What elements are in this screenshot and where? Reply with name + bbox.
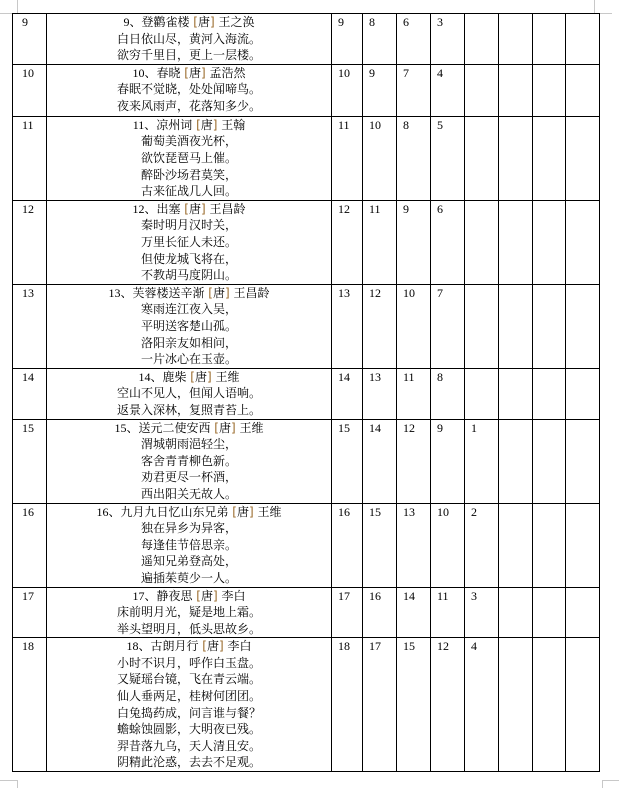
table-row bbox=[13, 116, 600, 200]
poem-dynasty: 唐 bbox=[218, 420, 231, 435]
review-cell-7[interactable] bbox=[533, 116, 566, 200]
poem-line: 遥知兄弟登高处， bbox=[140, 554, 237, 569]
poem-lines bbox=[47, 81, 331, 114]
poem-line: 小时不识月，呼作白玉盘。 bbox=[116, 655, 261, 670]
poem-title: 16、九月九日忆山东兄弟 [唐] 王维 bbox=[96, 504, 282, 519]
poem-title: 11、凉州词 [唐] 王翰 bbox=[132, 117, 246, 132]
row-number: 16 bbox=[22, 504, 34, 519]
poem-line: 客舍青青柳色新。 bbox=[140, 453, 237, 468]
bracket-close: ] bbox=[231, 420, 236, 435]
review-cell-1[interactable]: 11 bbox=[332, 116, 363, 200]
poem-line: 欲穷千里目，更上一层楼。 bbox=[116, 48, 261, 63]
row-number: 12 bbox=[22, 201, 34, 216]
table-row bbox=[13, 503, 600, 587]
bracket-open: [ bbox=[196, 117, 201, 132]
review-cell-2[interactable]: 11 bbox=[363, 200, 397, 284]
review-cell-3[interactable]: 13 bbox=[397, 503, 431, 587]
bracket-open: [ bbox=[184, 65, 189, 80]
poem-line: 床前明月光，疑是地上霜。 bbox=[116, 605, 261, 620]
bracket-close: ] bbox=[249, 504, 254, 519]
poem-cell[interactable] bbox=[47, 419, 332, 503]
poem-cell[interactable] bbox=[47, 368, 332, 419]
review-cell-3[interactable]: 11 bbox=[397, 368, 431, 419]
poem-cell[interactable] bbox=[47, 116, 332, 200]
table-row bbox=[13, 419, 600, 503]
poem-line: 不教胡马度阴山。 bbox=[140, 268, 237, 283]
row-number-cell[interactable] bbox=[13, 284, 47, 368]
poem-line: 返景入深林，复照青苔上。 bbox=[116, 402, 261, 417]
poem-lines bbox=[47, 217, 331, 283]
review-cell-7[interactable] bbox=[533, 14, 566, 65]
review-cell-1[interactable]: 12 bbox=[332, 200, 363, 284]
review-cell-2[interactable]: 15 bbox=[363, 503, 397, 587]
poem-line: 一片冰心在玉壶。 bbox=[140, 352, 237, 367]
row-number-cell[interactable] bbox=[13, 368, 47, 419]
bracket-open: [ bbox=[196, 588, 201, 603]
margin-corner-bottom-right-h bbox=[602, 780, 619, 781]
poem-line: 寒雨连江夜入吴， bbox=[140, 302, 237, 317]
bracket-close: ] bbox=[207, 369, 212, 384]
bracket-close: ] bbox=[201, 201, 206, 216]
review-cell-1[interactable]: 15 bbox=[332, 419, 363, 503]
review-cell-6[interactable] bbox=[499, 503, 533, 587]
poem-line: 遍插茱萸少一人。 bbox=[140, 570, 237, 585]
review-cell-8[interactable] bbox=[566, 419, 600, 503]
row-number: 18 bbox=[22, 639, 34, 654]
review-cell-5[interactable] bbox=[465, 64, 499, 116]
review-cell-5[interactable]: 2 bbox=[465, 503, 499, 587]
poem-line: 蟾蜍蚀圆影，大明夜已残。 bbox=[116, 722, 261, 737]
review-cell-2[interactable]: 10 bbox=[363, 116, 397, 200]
poem-line: 每逢佳节倍思亲。 bbox=[140, 537, 237, 552]
poem-line: 劝君更尽一杯酒， bbox=[140, 470, 237, 485]
bracket-open: [ bbox=[184, 201, 189, 216]
review-cell-2[interactable]: 9 bbox=[363, 64, 397, 116]
review-cell-7[interactable] bbox=[533, 638, 566, 772]
review-cell-5[interactable]: 1 bbox=[465, 419, 499, 503]
poem-author: 王昌龄 bbox=[209, 201, 246, 216]
poem-cell[interactable] bbox=[47, 64, 332, 116]
poem-author: 孟浩然 bbox=[209, 65, 246, 80]
row-number: 9 bbox=[22, 15, 28, 29]
review-cell-6[interactable] bbox=[499, 638, 533, 772]
poem-author: 王维 bbox=[257, 504, 282, 519]
bracket-open: [ bbox=[202, 639, 207, 654]
poem-line: 夜来风雨声，花落知多少。 bbox=[116, 98, 261, 113]
review-cell-6[interactable] bbox=[499, 14, 533, 65]
row-number-cell[interactable] bbox=[13, 419, 47, 503]
review-cell-3[interactable]: 7 bbox=[397, 64, 431, 116]
poem-dynasty: 唐 bbox=[200, 117, 213, 132]
poem-line: 万里长征人未还。 bbox=[140, 234, 237, 249]
poem-dynasty: 唐 bbox=[236, 504, 249, 519]
poem-cell[interactable] bbox=[47, 284, 332, 368]
poem-line: 洛阳亲友如相问， bbox=[140, 335, 237, 350]
review-cell-3[interactable]: 6 bbox=[397, 14, 431, 65]
poem-lines bbox=[47, 301, 331, 367]
table-body bbox=[13, 14, 600, 772]
review-cell-4[interactable]: 9 bbox=[431, 419, 465, 503]
bracket-close: ] bbox=[225, 285, 230, 300]
review-cell-1[interactable]: 13 bbox=[332, 284, 363, 368]
bracket-open: [ bbox=[190, 369, 195, 384]
review-cell-1[interactable]: 17 bbox=[332, 587, 363, 638]
review-cell-7[interactable] bbox=[533, 419, 566, 503]
bracket-close: ] bbox=[212, 117, 218, 132]
review-cell-2[interactable]: 8 bbox=[363, 14, 397, 65]
review-cell-8[interactable] bbox=[566, 638, 600, 772]
row-number-cell[interactable] bbox=[13, 64, 47, 116]
review-cell-2[interactable]: 17 bbox=[363, 638, 397, 772]
review-cell-8[interactable] bbox=[566, 587, 600, 638]
bracket-open: [ bbox=[214, 420, 219, 435]
review-cell-1[interactable]: 10 bbox=[332, 64, 363, 116]
review-cell-6[interactable] bbox=[499, 284, 533, 368]
poem-author: 李白 bbox=[221, 588, 246, 603]
review-cell-5[interactable]: 4 bbox=[465, 638, 499, 772]
review-cell-5[interactable] bbox=[465, 200, 499, 284]
poem-line: 仙人垂两足，桂树何团团。 bbox=[116, 689, 261, 704]
poem-dynasty: 唐 bbox=[188, 65, 201, 80]
review-cell-3[interactable]: 8 bbox=[397, 116, 431, 200]
review-cell-8[interactable] bbox=[566, 368, 600, 419]
poem-lines bbox=[47, 133, 331, 199]
poem-author: 王维 bbox=[215, 369, 240, 384]
table-row bbox=[13, 368, 600, 419]
review-cell-4[interactable]: 6 bbox=[431, 200, 465, 284]
review-cell-8[interactable] bbox=[566, 503, 600, 587]
poem-line: 醉卧沙场君莫笑， bbox=[140, 167, 237, 182]
review-cell-8[interactable] bbox=[566, 64, 600, 116]
poem-lines bbox=[47, 520, 331, 586]
poem-line: 独在异乡为异客， bbox=[140, 521, 237, 536]
poem-lines bbox=[47, 655, 331, 771]
poem-line: 但使龙城飞将在， bbox=[140, 251, 237, 266]
poem-dynasty: 唐 bbox=[212, 285, 225, 300]
review-cell-7[interactable] bbox=[533, 200, 566, 284]
review-cell-7[interactable] bbox=[533, 368, 566, 419]
row-number: 13 bbox=[22, 285, 34, 300]
review-cell-8[interactable] bbox=[566, 200, 600, 284]
poem-line: 又疑瑶台镜，飞在青云端。 bbox=[116, 672, 261, 687]
row-number-cell[interactable] bbox=[13, 116, 47, 200]
table-row bbox=[13, 200, 600, 284]
poem-schedule-table bbox=[12, 13, 600, 772]
poem-cell[interactable] bbox=[47, 14, 332, 65]
margin-corner-bottom-left-h bbox=[0, 780, 17, 781]
review-cell-2[interactable]: 12 bbox=[363, 284, 397, 368]
row-number: 14 bbox=[22, 369, 34, 384]
bracket-open: [ bbox=[232, 504, 237, 519]
poem-line: 渭城朝雨浥轻尘， bbox=[140, 437, 237, 452]
review-cell-6[interactable] bbox=[499, 419, 533, 503]
poem-line: 白兔捣药成，问言谁与餐？ bbox=[116, 705, 261, 720]
review-cell-5[interactable] bbox=[465, 14, 499, 65]
review-cell-8[interactable] bbox=[566, 14, 600, 65]
table-row bbox=[13, 284, 600, 368]
margin-corner-top-right-v bbox=[594, 0, 595, 13]
row-number: 15 bbox=[22, 420, 34, 435]
review-cell-6[interactable] bbox=[499, 200, 533, 284]
review-cell-4[interactable]: 4 bbox=[431, 64, 465, 116]
poem-line: 西出阳关无故人。 bbox=[140, 486, 237, 501]
table-row bbox=[13, 587, 600, 638]
review-cell-3[interactable]: 9 bbox=[397, 200, 431, 284]
review-cell-6[interactable] bbox=[499, 116, 533, 200]
table-row bbox=[13, 64, 600, 116]
poem-line: 白日依山尽，黄河入海流。 bbox=[116, 31, 261, 46]
row-number-cell[interactable] bbox=[13, 503, 47, 587]
poem-lines bbox=[47, 385, 331, 418]
table-row bbox=[13, 638, 600, 772]
review-cell-3[interactable]: 10 bbox=[397, 284, 431, 368]
poem-title: 17、静夜思 [唐] 李白 bbox=[132, 588, 246, 603]
row-number-cell[interactable] bbox=[13, 638, 47, 772]
poem-author: 王之涣 bbox=[218, 15, 255, 29]
review-cell-5[interactable]: 3 bbox=[465, 587, 499, 638]
review-cell-5[interactable] bbox=[465, 284, 499, 368]
review-cell-7[interactable] bbox=[533, 503, 566, 587]
poem-lines bbox=[47, 436, 331, 502]
bracket-open: [ bbox=[193, 15, 198, 29]
poem-line: 阴精此沦惑，去去不足观。 bbox=[116, 755, 261, 770]
review-cell-3[interactable]: 12 bbox=[397, 419, 431, 503]
poem-line: 举头望明月，低头思故乡。 bbox=[116, 621, 261, 636]
review-cell-1[interactable]: 16 bbox=[332, 503, 363, 587]
poem-dynasty: 唐 bbox=[206, 639, 219, 654]
row-number: 11 bbox=[22, 117, 34, 132]
review-cell-4[interactable]: 8 bbox=[431, 368, 465, 419]
poem-author: 王昌龄 bbox=[233, 285, 270, 300]
poem-title: 12、出塞 [唐] 王昌龄 bbox=[132, 201, 246, 216]
poem-cell[interactable] bbox=[47, 638, 332, 772]
bracket-close: ] bbox=[213, 588, 218, 603]
poem-title: 13、芙蓉楼送辛渐 [唐] 王昌龄 bbox=[108, 285, 270, 300]
review-cell-8[interactable] bbox=[566, 284, 600, 368]
poem-title: 15、送元二使安西 [唐] 王维 bbox=[114, 420, 264, 435]
review-cell-2[interactable]: 13 bbox=[363, 368, 397, 419]
poem-author: 王翰 bbox=[221, 117, 246, 132]
review-cell-6[interactable] bbox=[499, 587, 533, 638]
bracket-close: ] bbox=[219, 639, 224, 654]
review-cell-5[interactable] bbox=[465, 368, 499, 419]
review-cell-4[interactable]: 10 bbox=[431, 503, 465, 587]
poem-cell[interactable] bbox=[47, 200, 332, 284]
margin-corner-top-left-v bbox=[17, 0, 18, 13]
review-cell-3[interactable]: 14 bbox=[397, 587, 431, 638]
table-row bbox=[13, 14, 600, 65]
poem-dynasty: 唐 bbox=[194, 369, 207, 384]
poem-line: 欲饮琵琶马上催。 bbox=[140, 150, 237, 165]
poem-cell[interactable] bbox=[47, 503, 332, 587]
review-cell-7[interactable] bbox=[533, 284, 566, 368]
bracket-close: ] bbox=[201, 65, 206, 80]
row-number: 10 bbox=[22, 65, 34, 80]
review-cell-4[interactable]: 12 bbox=[431, 638, 465, 772]
bracket-open: [ bbox=[208, 285, 213, 300]
row-number-cell[interactable] bbox=[13, 200, 47, 284]
review-cell-1[interactable]: 14 bbox=[332, 368, 363, 419]
review-cell-7[interactable] bbox=[533, 587, 566, 638]
poem-title: 10、春晓 [唐] 孟浩然 bbox=[132, 65, 246, 80]
review-cell-2[interactable]: 14 bbox=[363, 419, 397, 503]
review-cell-8[interactable] bbox=[566, 116, 600, 200]
review-cell-6[interactable] bbox=[499, 368, 533, 419]
review-cell-5[interactable] bbox=[465, 116, 499, 200]
poem-line: 空山不见人，但闻人语响。 bbox=[116, 386, 261, 401]
poem-lines bbox=[47, 604, 331, 637]
bracket-close: ] bbox=[210, 15, 215, 29]
poem-line: 秦时明月汉时关， bbox=[140, 218, 237, 233]
review-cell-4[interactable]: 11 bbox=[431, 587, 465, 638]
poem-author: 李白 bbox=[227, 639, 252, 654]
review-cell-1[interactable]: 18 bbox=[332, 638, 363, 772]
poem-title: 9、登鹳雀楼 [唐] 王之涣 bbox=[123, 15, 255, 29]
poem-line: 平明送客楚山孤。 bbox=[140, 318, 237, 333]
poem-author: 王维 bbox=[239, 420, 264, 435]
row-number-cell[interactable] bbox=[13, 587, 47, 638]
review-cell-4[interactable]: 3 bbox=[431, 14, 465, 65]
poem-line: 葡萄美酒夜光杯， bbox=[140, 134, 237, 149]
review-cell-6[interactable] bbox=[499, 64, 533, 116]
review-cell-7[interactable] bbox=[533, 64, 566, 116]
row-number-cell[interactable] bbox=[13, 14, 47, 65]
poem-title: 14、鹿柴 [唐] 王维 bbox=[138, 369, 240, 384]
row-number: 17 bbox=[22, 588, 34, 603]
review-cell-4[interactable]: 5 bbox=[431, 116, 465, 200]
review-cell-1[interactable]: 9 bbox=[332, 14, 363, 65]
review-cell-3[interactable]: 15 bbox=[397, 638, 431, 772]
margin-corner-bottom-left-v bbox=[17, 780, 18, 788]
margin-corner-bottom-right-v bbox=[602, 780, 603, 788]
review-cell-4[interactable]: 7 bbox=[431, 284, 465, 368]
poem-title: 18、古朗月行 [唐] 李白 bbox=[126, 639, 252, 654]
poem-dynasty: 唐 bbox=[188, 201, 201, 216]
poem-line: 古来征战几人回。 bbox=[140, 184, 237, 199]
review-cell-2[interactable]: 16 bbox=[363, 587, 397, 638]
poem-line: 春眠不觉晓，处处闻啼鸟。 bbox=[116, 82, 261, 97]
poem-lines bbox=[47, 31, 331, 64]
poem-dynasty: 唐 bbox=[200, 588, 213, 603]
poem-dynasty: 唐 bbox=[197, 15, 210, 29]
poem-cell[interactable] bbox=[47, 587, 332, 638]
poem-line: 羿昔落九乌，天人清且安。 bbox=[116, 738, 261, 753]
